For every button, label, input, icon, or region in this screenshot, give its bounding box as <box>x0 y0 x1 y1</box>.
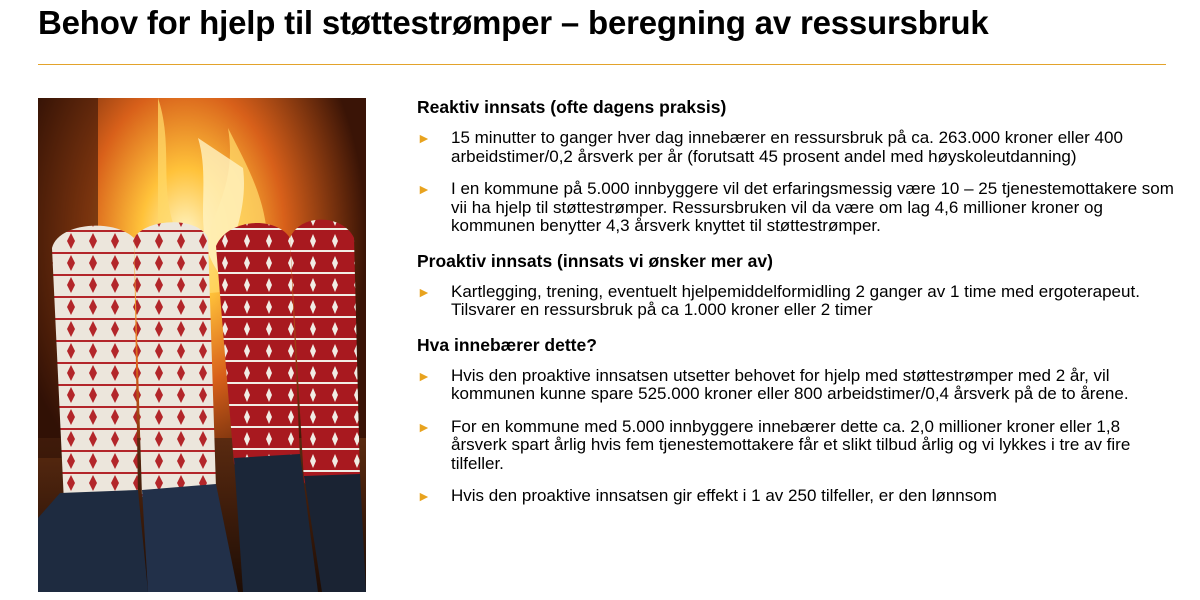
bullet-text: Hvis den proaktive innsatsen gir effekt i 1 av 250 tilfeller, er den lønnsom <box>451 486 997 505</box>
section-reactive <box>417 96 1177 236</box>
bullet-text: For en kommune med 5.000 innbyggere innebærer dette ca. 2,0 millioner kroner eller 1,8 årsverk spart årlig hvis fem tjenestemottakere får et slikt tilbud årlig og vi lykkes i tre av fire tilfeller. <box>451 416 1131 473</box>
arrow-right-icon: ► <box>417 367 431 384</box>
bullet-item <box>417 283 1177 320</box>
arrow-right-icon: ► <box>417 181 431 197</box>
bullet-item <box>417 180 1177 236</box>
bullet-item <box>417 487 1177 506</box>
section-proactive <box>417 250 1177 320</box>
arrow-right-icon: ► <box>417 418 431 435</box>
title-divider <box>38 64 1166 65</box>
bullet-item <box>417 129 1177 166</box>
arrow-right-icon: ► <box>417 130 431 146</box>
section-heading: Reaktiv innsats (ofte dagens praksis) <box>417 97 727 117</box>
bullet-item <box>417 367 1177 404</box>
bullet-item <box>417 418 1177 474</box>
bullet-text: 15 minutter to ganger hver dag innebærer en ressursbruk på ca. 263.000 kroner eller 400 arbeidstimer/0,2 årsverk per år (forutsatt 45 prosent andel med høyskoleutdanning) <box>451 128 1123 166</box>
bullet-text: Hvis den proaktive innsatsen utsetter behovet for hjelp med støttestrømper med 2 år, vil kommunen kunne spare 525.000 kroner eller 800 arbeidstimer/0,4 årsverk på de to årene. <box>451 365 1129 403</box>
section-heading: Proaktiv innsats (innsats vi ønsker mer av) <box>417 250 773 271</box>
bullet-text: Kartlegging, trening, eventuelt hjelpemiddelformidling 2 ganger av 1 time med ergoterapeut. Tilsvarer en ressursbruk på ca 1.000 kroner eller 2 timer <box>451 281 1140 319</box>
photo-socks-by-fireplace <box>38 98 366 592</box>
slide-title: Behov for hjelp til støttestrømper – beregning av ressursbruk <box>38 4 989 41</box>
bullet-text: I en kommune på 5.000 innbyggere vil det erfaringsmessig være 10 – 25 tjenestemottakere som vii ha hjelp til støttestrømper. Ressursbruken vil da være om lag 4,6 millioner kroner og kommunen benytter 4,3 årsverk knyttet til støttestrømper. <box>451 179 1174 235</box>
slide-content <box>417 96 1177 520</box>
photo-illustration <box>38 98 366 592</box>
section-implications <box>417 334 1177 506</box>
arrow-right-icon: ► <box>417 283 431 300</box>
arrow-right-icon: ► <box>417 488 431 504</box>
section-heading: Hva innebærer dette? <box>417 334 597 355</box>
